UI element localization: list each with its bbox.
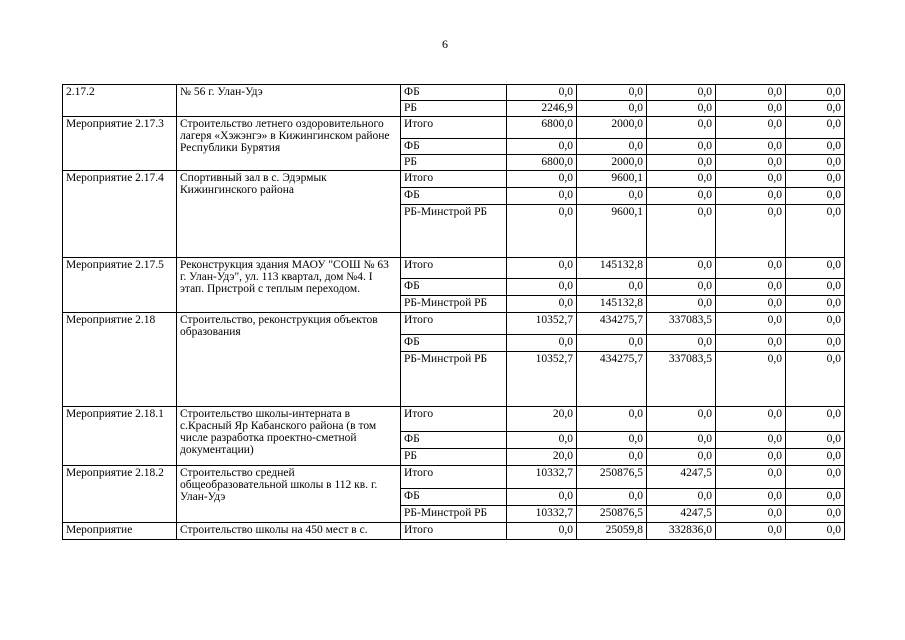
measure-code: Мероприятие 2.17.3 bbox=[63, 117, 177, 171]
amount-cell: 0,0 bbox=[647, 171, 716, 188]
amount-cell: 0,0 bbox=[716, 188, 786, 205]
amount-cell: 0,0 bbox=[786, 489, 845, 506]
amount-cell: 0,0 bbox=[786, 139, 845, 155]
measure-code: 2.17.2 bbox=[63, 85, 177, 117]
amount-cell: 0,0 bbox=[786, 258, 845, 279]
amount-cell: 0,0 bbox=[647, 489, 716, 506]
measure-name: Строительство школы-интерната в с.Красный Яр Кабанского района (в том числе разработка проектно-сметной документации) bbox=[177, 407, 401, 466]
amount-cell: 0,0 bbox=[577, 188, 647, 205]
amount-cell: 0,0 bbox=[716, 296, 786, 313]
amount-cell: 0,0 bbox=[647, 258, 716, 279]
measure-name: Строительство летнего оздоровительного лагеря «Хэжэнгэ» в Кижингинском районе Республики Бурятия bbox=[177, 117, 401, 171]
amount-cell: 0,0 bbox=[647, 432, 716, 449]
funding-source: РБ-Минстрой РБ bbox=[401, 205, 507, 258]
amount-cell: 0,0 bbox=[786, 432, 845, 449]
amount-cell: 0,0 bbox=[716, 171, 786, 188]
amount-cell: 250876,5 bbox=[577, 506, 647, 523]
amount-cell: 0,0 bbox=[786, 171, 845, 188]
amount-cell: 0,0 bbox=[647, 155, 716, 171]
measure-name: Спортивный зал в с. Эдэрмык Кижингинского района bbox=[177, 171, 401, 258]
funding-source: ФБ bbox=[401, 85, 507, 101]
amount-cell: 0,0 bbox=[716, 432, 786, 449]
funding-source: РБ-Минстрой РБ bbox=[401, 296, 507, 313]
amount-cell: 0,0 bbox=[507, 523, 577, 540]
measure-code: Мероприятие 2.17.4 bbox=[63, 171, 177, 258]
amount-cell: 0,0 bbox=[786, 352, 845, 407]
amount-cell: 0,0 bbox=[716, 258, 786, 279]
funding-source: ФБ bbox=[401, 432, 507, 449]
amount-cell: 0,0 bbox=[716, 205, 786, 258]
amount-cell: 10332,7 bbox=[507, 506, 577, 523]
table-row bbox=[63, 85, 845, 101]
amount-cell: 0,0 bbox=[507, 432, 577, 449]
amount-cell: 0,0 bbox=[577, 279, 647, 296]
amount-cell: 0,0 bbox=[786, 101, 845, 117]
amount-cell: 0,0 bbox=[647, 449, 716, 466]
amount-cell: 0,0 bbox=[716, 155, 786, 171]
amount-cell: 145132,8 bbox=[577, 296, 647, 313]
amount-cell: 0,0 bbox=[647, 335, 716, 352]
measure-code: Мероприятие 2.18.2 bbox=[63, 466, 177, 523]
amount-cell: 0,0 bbox=[786, 407, 845, 432]
funding-source: Итого bbox=[401, 117, 507, 139]
amount-cell: 2000,0 bbox=[577, 155, 647, 171]
amount-cell: 0,0 bbox=[647, 85, 716, 101]
table-row bbox=[63, 466, 845, 489]
funding-source: Итого bbox=[401, 407, 507, 432]
amount-cell: 0,0 bbox=[647, 279, 716, 296]
measure-name: Реконструкция здания МАОУ "СОШ № 63 г. Улан-Удэ", ул. 113 квартал, дом №4. I этап. Пристрой с теплым переходом. bbox=[177, 258, 401, 313]
amount-cell: 0,0 bbox=[786, 296, 845, 313]
amount-cell: 0,0 bbox=[507, 296, 577, 313]
amount-cell: 0,0 bbox=[786, 313, 845, 335]
amount-cell: 0,0 bbox=[786, 117, 845, 139]
table-row bbox=[63, 117, 845, 139]
amount-cell: 6800,0 bbox=[507, 117, 577, 139]
amount-cell: 9600,1 bbox=[577, 205, 647, 258]
amount-cell: 0,0 bbox=[507, 335, 577, 352]
table-row bbox=[63, 258, 845, 279]
amount-cell: 0,0 bbox=[647, 188, 716, 205]
amount-cell: 0,0 bbox=[716, 117, 786, 139]
amount-cell: 20,0 bbox=[507, 407, 577, 432]
amount-cell: 0,0 bbox=[577, 85, 647, 101]
amount-cell: 6800,0 bbox=[507, 155, 577, 171]
amount-cell: 250876,5 bbox=[577, 466, 647, 489]
amount-cell: 0,0 bbox=[716, 489, 786, 506]
amount-cell: 0,0 bbox=[577, 139, 647, 155]
amount-cell: 0,0 bbox=[647, 117, 716, 139]
measure-code: Мероприятие 2.17.5 bbox=[63, 258, 177, 313]
funding-source: Итого bbox=[401, 171, 507, 188]
amount-cell: 0,0 bbox=[507, 171, 577, 188]
table-row bbox=[63, 523, 845, 540]
amount-cell: 0,0 bbox=[716, 352, 786, 407]
amount-cell: 332836,0 bbox=[647, 523, 716, 540]
amount-cell: 0,0 bbox=[507, 279, 577, 296]
amount-cell: 0,0 bbox=[647, 101, 716, 117]
funding-source: Итого bbox=[401, 313, 507, 335]
amount-cell: 145132,8 bbox=[577, 258, 647, 279]
amount-cell: 434275,7 bbox=[577, 352, 647, 407]
amount-cell: 0,0 bbox=[786, 188, 845, 205]
amount-cell: 4247,5 bbox=[647, 506, 716, 523]
funding-source: ФБ bbox=[401, 335, 507, 352]
amount-cell: 0,0 bbox=[507, 139, 577, 155]
measure-name: Строительство школы на 450 мест в с. bbox=[177, 523, 401, 540]
measure-code: Мероприятие bbox=[63, 523, 177, 540]
amount-cell: 0,0 bbox=[716, 449, 786, 466]
amount-cell: 0,0 bbox=[716, 313, 786, 335]
measure-code: Мероприятие 2.18 bbox=[63, 313, 177, 407]
page-number: 6 bbox=[442, 37, 448, 51]
amount-cell: 0,0 bbox=[786, 449, 845, 466]
table-body bbox=[63, 85, 845, 540]
table-row bbox=[63, 407, 845, 432]
amount-cell: 20,0 bbox=[507, 449, 577, 466]
amount-cell: 0,0 bbox=[577, 407, 647, 432]
amount-cell: 0,0 bbox=[507, 205, 577, 258]
amount-cell: 0,0 bbox=[786, 279, 845, 296]
amount-cell: 0,0 bbox=[786, 523, 845, 540]
amount-cell: 0,0 bbox=[577, 101, 647, 117]
measure-name: Строительство, реконструкция объектов образования bbox=[177, 313, 401, 407]
funding-source: РБ-Минстрой РБ bbox=[401, 506, 507, 523]
amount-cell: 0,0 bbox=[577, 335, 647, 352]
budget-table bbox=[62, 84, 845, 540]
amount-cell: 0,0 bbox=[507, 489, 577, 506]
funding-source: РБ-Минстрой РБ bbox=[401, 352, 507, 407]
amount-cell: 0,0 bbox=[716, 506, 786, 523]
measure-name: № 56 г. Улан-Удэ bbox=[177, 85, 401, 117]
amount-cell: 0,0 bbox=[786, 205, 845, 258]
amount-cell: 337083,5 bbox=[647, 313, 716, 335]
funding-source: РБ bbox=[401, 101, 507, 117]
amount-cell: 0,0 bbox=[716, 279, 786, 296]
amount-cell: 0,0 bbox=[716, 407, 786, 432]
amount-cell: 0,0 bbox=[507, 258, 577, 279]
table-row bbox=[63, 171, 845, 188]
amount-cell: 9600,1 bbox=[577, 171, 647, 188]
amount-cell: 0,0 bbox=[786, 466, 845, 489]
funding-source: ФБ bbox=[401, 139, 507, 155]
amount-cell: 434275,7 bbox=[577, 313, 647, 335]
funding-source: Итого bbox=[401, 258, 507, 279]
amount-cell: 0,0 bbox=[507, 85, 577, 101]
amount-cell: 0,0 bbox=[786, 155, 845, 171]
amount-cell: 25059,8 bbox=[577, 523, 647, 540]
amount-cell: 0,0 bbox=[716, 101, 786, 117]
amount-cell: 0,0 bbox=[507, 188, 577, 205]
amount-cell: 10332,7 bbox=[507, 466, 577, 489]
funding-source: ФБ bbox=[401, 188, 507, 205]
amount-cell: 2246,9 bbox=[507, 101, 577, 117]
measure-code: Мероприятие 2.18.1 bbox=[63, 407, 177, 466]
table-row bbox=[63, 313, 845, 335]
amount-cell: 2000,0 bbox=[577, 117, 647, 139]
amount-cell: 0,0 bbox=[716, 523, 786, 540]
amount-cell: 0,0 bbox=[647, 296, 716, 313]
amount-cell: 0,0 bbox=[577, 489, 647, 506]
funding-source: Итого bbox=[401, 523, 507, 540]
amount-cell: 0,0 bbox=[716, 139, 786, 155]
amount-cell: 0,0 bbox=[647, 407, 716, 432]
amount-cell: 10352,7 bbox=[507, 352, 577, 407]
funding-source: Итого bbox=[401, 466, 507, 489]
amount-cell: 337083,5 bbox=[647, 352, 716, 407]
funding-source: РБ bbox=[401, 155, 507, 171]
funding-source: РБ bbox=[401, 449, 507, 466]
amount-cell: 0,0 bbox=[647, 139, 716, 155]
amount-cell: 0,0 bbox=[786, 85, 845, 101]
amount-cell: 0,0 bbox=[716, 85, 786, 101]
amount-cell: 0,0 bbox=[647, 205, 716, 258]
amount-cell: 0,0 bbox=[786, 335, 845, 352]
amount-cell: 0,0 bbox=[716, 466, 786, 489]
funding-source: ФБ bbox=[401, 489, 507, 506]
amount-cell: 0,0 bbox=[786, 506, 845, 523]
amount-cell: 0,0 bbox=[577, 449, 647, 466]
funding-source: ФБ bbox=[401, 279, 507, 296]
amount-cell: 10352,7 bbox=[507, 313, 577, 335]
measure-name: Строительство средней общеобразовательной школы в 112 кв. г. Улан-Удэ bbox=[177, 466, 401, 523]
amount-cell: 4247,5 bbox=[647, 466, 716, 489]
amount-cell: 0,0 bbox=[577, 432, 647, 449]
amount-cell: 0,0 bbox=[716, 335, 786, 352]
